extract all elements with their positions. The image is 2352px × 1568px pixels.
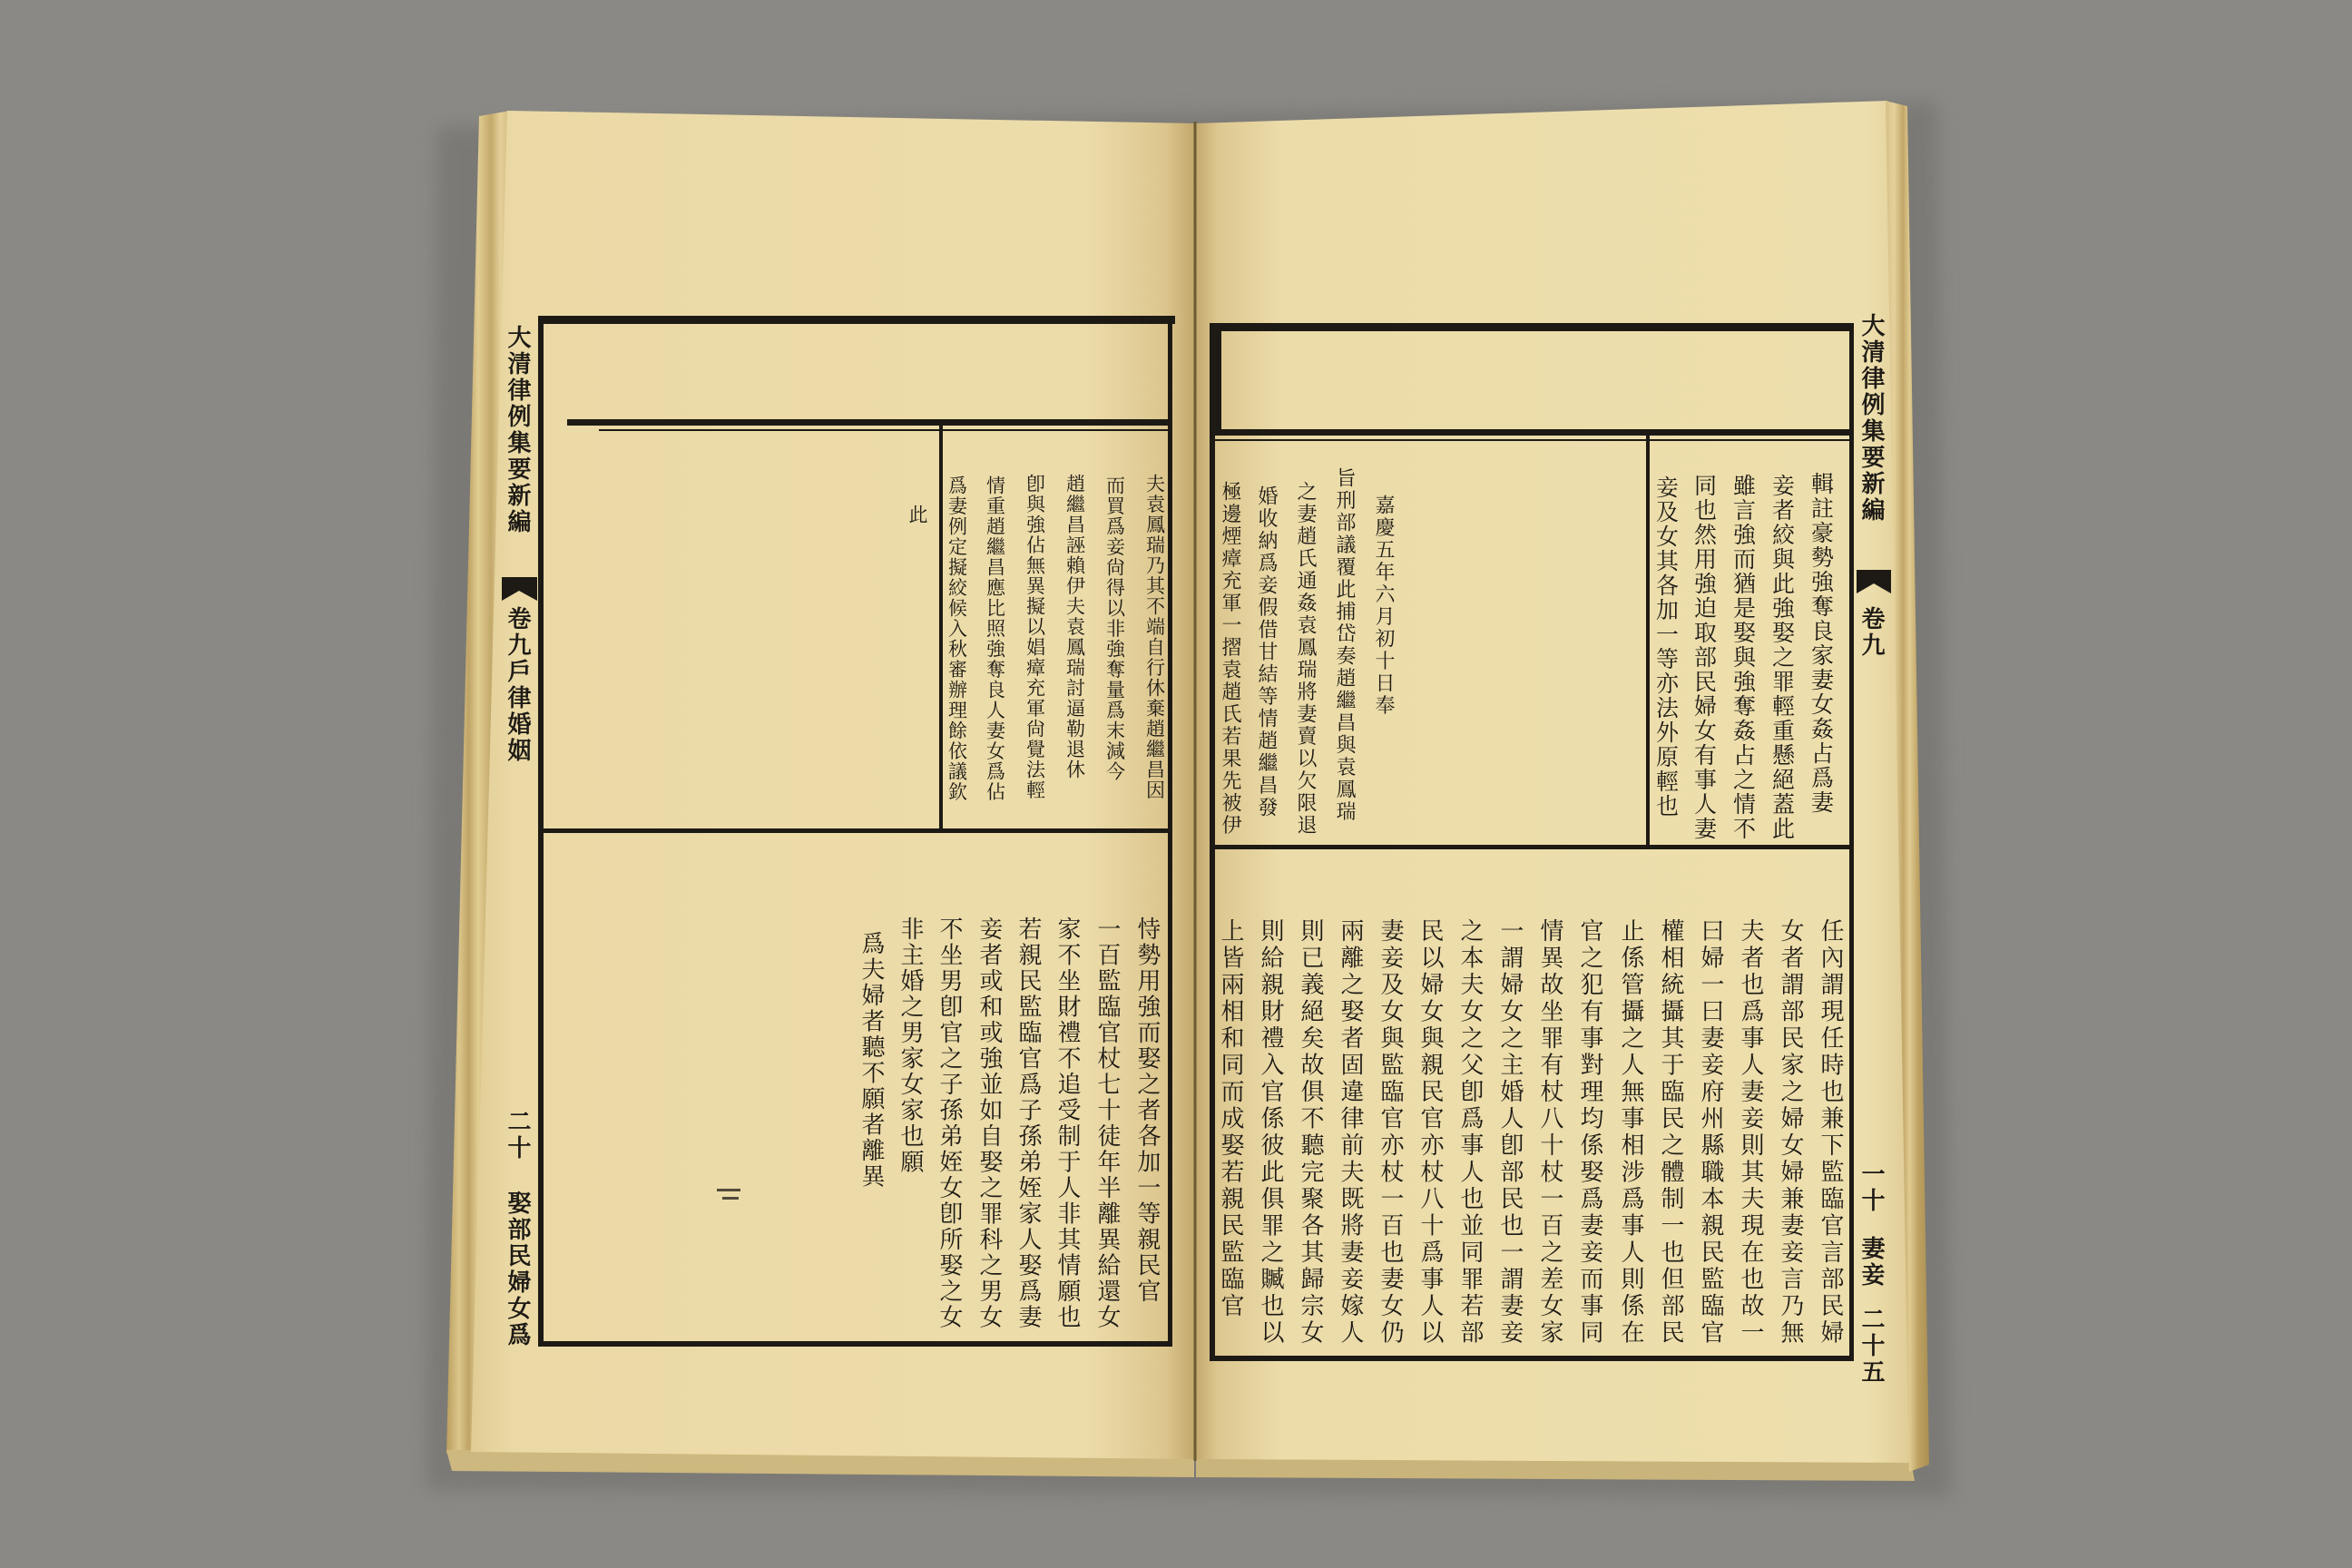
text-column: 妾者或和或強並如自娶之罪科之男女 (975, 916, 1003, 1330)
text-column: 家不坐財禮不追受制于人非其情願也 (1054, 916, 1081, 1330)
text-column: 旨刑部議覆此捕岱奏趙繼昌與袁鳳瑞 (1333, 467, 1356, 823)
frame-top-line (1210, 323, 1853, 331)
text-column: 不坐男卽官之子孫弟姪女卽所娶之女 (936, 916, 963, 1330)
leaf-number: 二十五 (1857, 1307, 1885, 1386)
frame-middle-line (1210, 845, 1853, 849)
text-column: 之本夫女之父卽爲事人也並同罪若部 (1456, 918, 1484, 1347)
text-column: 妾及女其各加一等亦法外原輕也 (1652, 475, 1680, 818)
frame-header-thin-line (599, 429, 1172, 431)
text-column: 官之犯有事對理均係娶爲妻妾而事同 (1576, 918, 1603, 1347)
text-column: 趙繼昌誣賴伊夫袁鳳瑞討逼勒退休 (1063, 474, 1086, 780)
text-column: 之妻趙氏通姦袁鳳瑞將妻賣以欠限退 (1294, 481, 1317, 837)
frame-middle-line (540, 828, 1172, 833)
text-column: 權相統攝其于臨民之體制一也但部民 (1657, 918, 1684, 1347)
text-column: 輯註豪勢強奪良家妻女姦占爲妻 (1808, 472, 1835, 815)
text-column: 卽與強佔無異擬以娼瘴充軍尙覺法輕 (1024, 474, 1046, 800)
text-column: 此 (906, 505, 928, 525)
text-column: 止係管攝之人無事相涉爲事人則係在 (1617, 918, 1644, 1347)
frame-header-line (1210, 429, 1853, 436)
ink-mark (717, 1189, 740, 1191)
text-column: 一百監臨官杖七十徒年半離異給還女 (1093, 916, 1121, 1330)
text-column: 則已義絕矣故俱不聽完聚各其歸宗女 (1297, 918, 1324, 1347)
frame-header-thin-line (1210, 439, 1853, 441)
text-column: 嘉慶五年六月初十日奉 (1372, 495, 1395, 717)
text-column: 爲夫婦者聽不願者離異 (858, 931, 885, 1190)
text-column: 兩離之娶者固違律前夫既將妻妾嫁人 (1337, 918, 1364, 1347)
text-column: 上皆兩相和同而成娶若親民監臨官 (1217, 918, 1244, 1320)
text-column: 任內謂現任時也兼下監臨官言部民婦 (1817, 918, 1844, 1347)
page-mark: 一十 (1857, 1161, 1885, 1214)
frame-inner-divider (1646, 434, 1650, 848)
text-column: 雖言強而猶是娶與強奪姦占之情不 (1730, 474, 1757, 841)
frame-bottom-line (1210, 1356, 1853, 1361)
section-label: 妻妾 (1857, 1236, 1885, 1289)
section-label: 娶部民婦女爲 (504, 1191, 531, 1348)
frame-right-line (1849, 323, 1854, 1361)
text-column: 極邊煙瘴充軍一摺袁趙氏若果先被伊 (1219, 481, 1241, 837)
frame-header-line (567, 419, 1172, 426)
left-page (471, 111, 1194, 1459)
text-column: 恃勢用強而娶之者各加一等親民官 (1133, 916, 1161, 1305)
frame-header-left-block (1211, 323, 1221, 434)
text-column: 非主婚之男家女家也願 (897, 916, 924, 1175)
text-column: 夫者也爲事人妻妾則其夫現在也故一 (1737, 918, 1764, 1347)
text-column: 女者謂部民家之婦女婦兼妻妾言乃無 (1777, 918, 1804, 1347)
text-column: 民以婦女與親民官亦杖八十爲事人以 (1416, 918, 1444, 1347)
frame-top-line (540, 316, 1175, 324)
leaf-number: 二十 (504, 1109, 531, 1161)
book-title: 大清律例集要新編 (504, 325, 531, 535)
text-column: 曰婦一曰妻妾府州縣職本親民監臨官 (1697, 918, 1724, 1347)
text-column: 情重趙繼昌應比照強奪良人妻女爲佔 (984, 475, 1006, 802)
text-column: 婚收納爲妾假借甘結等情趙繼昌發 (1255, 485, 1278, 819)
frame-bottom-line (540, 1341, 1172, 1347)
chapter-label: 卷九戶律婚姻 (504, 606, 531, 764)
text-column: 同也然用強迫取部民婦女有事人妻 (1690, 474, 1718, 841)
text-column: 則給親財禮入官係彼此俱罪之贓也以 (1257, 918, 1284, 1347)
text-column: 一謂婦女之主婚人卽部民也一謂妻妾 (1496, 918, 1524, 1347)
text-column: 妾者絞與此強娶之罪輕重懸絕蓋此 (1769, 474, 1796, 841)
text-column: 若親民監臨官爲子孫弟姪家人娶爲妻 (1014, 916, 1042, 1330)
text-column: 而買爲妾尙得以非強奪量爲末減今 (1103, 475, 1126, 782)
chapter-label: 卷九 (1857, 606, 1885, 659)
text-column: 夫袁鳳瑞乃其不端自行休棄趙繼昌因 (1143, 474, 1166, 800)
frame-left-line (1210, 323, 1215, 1361)
text-column: 情異故坐罪有杖八十杖一百之差女家 (1536, 918, 1563, 1347)
book-title: 大清律例集要新編 (1857, 313, 1885, 524)
text-column: 爲妻例定擬絞候入秋審辦理餘依議欽 (946, 475, 968, 802)
frame-inner-divider (939, 425, 943, 833)
ink-mark (722, 1197, 739, 1200)
text-column: 妻妾及女與監臨官亦杖一百也妻女仍 (1377, 918, 1404, 1347)
